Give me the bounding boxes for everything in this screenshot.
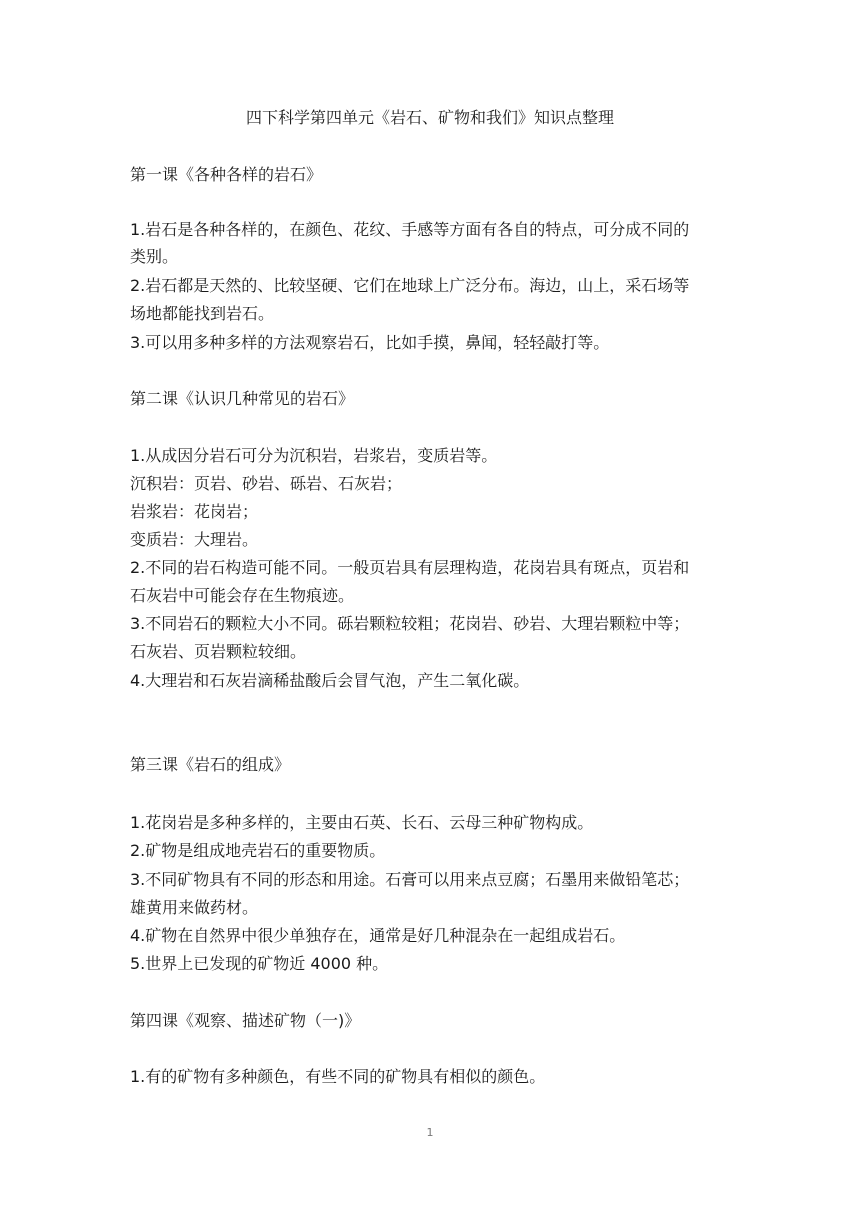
lesson-2-line-1: 1.从成因分岩石可分为沉积岩，岩浆岩，变质岩等。: [130, 446, 498, 465]
lesson-2-line-3: 岩浆岩：花岗岩；: [130, 502, 259, 521]
lesson-3-line-6: 5.世界上已发现的矿物近 4000 种。: [130, 954, 389, 973]
lesson-1-heading: 第一课《各种各样的岩石》: [130, 165, 323, 184]
lesson-2-line-5: 2.不同的岩石构造可能不同。一般页岩具有层理构造，花岗岩具有斑点，页岩和: [130, 558, 690, 577]
lesson-3-line-2: 2.矿物是组成地壳岩石的重要物质。: [130, 841, 386, 860]
lesson-1-line-4: 场地都能找到岩石。: [130, 304, 275, 323]
lesson-1-line-5: 3.可以用多种多样的方法观察岩石，比如手摸，鼻闻，轻轻敲打等。: [130, 333, 610, 352]
lesson-2-heading: 第二课《认识几种常见的岩石》: [130, 389, 355, 408]
lesson-2-line-9: 4.大理岩和石灰岩滴稀盐酸后会冒气泡，产生二氧化碳。: [130, 671, 530, 690]
lesson-4-line-1: 1.有的矿物有多种颜色，有些不同的矿物具有相似的颜色。: [130, 1067, 546, 1086]
lesson-1-line-2: 类别。: [130, 247, 179, 266]
lesson-2-line-7: 3.不同岩石的颗粒大小不同。砾岩颗粒较粗；花岗岩、砂岩、大理岩颗粒中等；: [130, 614, 690, 633]
lesson-1-line-1: 1.岩石是各种各样的，在颜色、花纹、手感等方面有各自的特点，可分成不同的: [130, 220, 690, 239]
lesson-3-line-5: 4.矿物在自然界中很少单独存在，通常是好几种混杂在一起组成岩石。: [130, 926, 626, 945]
lesson-2-line-6: 石灰岩中可能会存在生物痕迹。: [130, 586, 355, 605]
lesson-2-line-8: 石灰岩、页岩颗粒较细。: [130, 642, 307, 661]
document-title: 四下科学第四单元《岩石、矿物和我们》知识点整理: [245, 108, 614, 127]
lesson-3-line-3: 3.不同矿物具有不同的形态和用途。石膏可以用来点豆腐；石墨用来做铅笔芯；: [130, 870, 690, 889]
lesson-4-heading: 第四课《观察、描述矿物（一)》: [130, 1011, 361, 1030]
lesson-3-heading: 第三课《岩石的组成》: [130, 755, 291, 774]
lesson-2-line-2: 沉积岩：页岩、砂岩、砾岩、石灰岩；: [130, 474, 403, 493]
lesson-3-line-1: 1.花岗岩是多种多样的，主要由石英、长石、云母三种矿物构成。: [130, 813, 594, 832]
lesson-3-line-4: 雄黄用来做药材。: [130, 898, 259, 917]
page-number: 1: [426, 1126, 434, 1139]
lesson-1-line-3: 2.岩石都是天然的、比较坚硬、它们在地球上广泛分布。海边，山上，采石场等: [130, 276, 690, 295]
lesson-2-line-4: 变质岩：大理岩。: [130, 530, 259, 549]
